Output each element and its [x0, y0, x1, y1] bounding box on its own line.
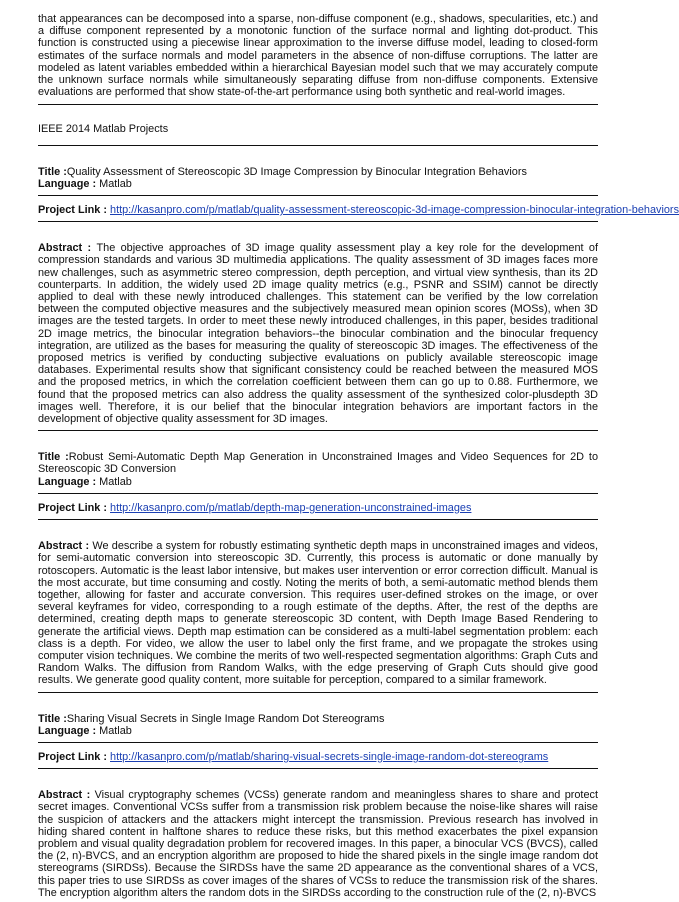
divider — [38, 145, 598, 146]
project-2-link-row: Project Link : http://kasanpro.com/p/matlab/depth-map-generation-unconstrained-images — [38, 501, 472, 514]
project-1-title: Title :Quality Assessment of Stereoscopic 3D Image Compression by Binocular Integration Behaviors — [38, 165, 527, 178]
document-content — [38, 13, 679, 899]
project-1-link[interactable]: http://kasanpro.com/p/matlab/quality-assessment-stereoscopic-3d-image-compression-binocular-integration-behaviors — [110, 204, 679, 217]
divider — [38, 692, 598, 693]
divider — [38, 493, 598, 494]
divider — [38, 430, 598, 431]
project-2-language: Language : Matlab — [38, 475, 132, 488]
project-3-abstract: Abstract : Visual cryptography schemes (VCSs) generate random and meaningless shares to share and protect secret images. Conventional VCSs suffer from a transmission risk problem because the noise-like shares will raise the suspicion of attackers and the attackers might intercept the transmission. Previous research has involved in hiding shared content in halftone shares to reduce these risks, but this method exacerbates the pixel expansion problem and visual quality degradation problem for recovered images. In this paper, a binocular VCS (BVCS), called the (2, n)-BVCS, and an encryption algorithm are proposed to hide the shared pixels in the single image random dot stereograms (SIRDSs). Because the SIRDSs have the same 2D appearance as the conventional shares of a VCS, this paper tries to use SIRDSs as cover images of the shares of VCSs to reduce the transmission risk of the shares. The encryption algorithm alters the random dots in the SIRDSs according to the construction rule of the (2, n)-BVCS — [38, 789, 598, 899]
project-3-title: Title :Sharing Visual Secrets in Single Image Random Dot Stereograms — [38, 712, 385, 725]
project-2-title: Title :Robust Semi-Automatic Depth Map Generation in Unconstrained Images and Video Sequences for 2D to Stereoscopic 3D Conversion — [38, 451, 599, 476]
divider — [38, 195, 598, 196]
project-1-link-row: Project Link : http://kasanpro.com/p/matlab/quality-assessment-stereoscopic-3d-image-compression-binocular-integration-behaviors — [38, 204, 679, 217]
project-3-link[interactable]: http://kasanpro.com/p/matlab/sharing-visual-secrets-single-image-random-dot-stereograms — [110, 750, 549, 763]
divider — [38, 742, 598, 743]
project-2-link[interactable]: http://kasanpro.com/p/matlab/depth-map-generation-unconstrained-images — [110, 501, 472, 514]
intro-abstract-text: that appearances can be decomposed into a sparse, non-diffuse component (e.g., shadows, specularities, etc.) and a diffuse component represented by a monotonic function of the surface normal and lighting dot-product. This function is constructed using a piecewise linear approximation to the inverse diffuse model, leading to closed-form estimates of the surface normals and model parameters in the absence of non-diffuse corruptions. The latter are modeled as latent variables embedded within a hierarchical Bayesian model such that we may accurately compute the unknown surface normals while simultaneously separating diffuse from non-diffuse components. Extensive evaluations are performed that show state-of-the-art performance using both synthetic and real-world images. — [38, 13, 598, 99]
project-1 — [38, 165, 679, 432]
divider — [38, 768, 598, 769]
project-2-abstract: Abstract : We describe a system for robustly estimating synthetic depth maps in unconstrained images and videos, for semi-automatic conversion into stereoscopic 3D. Currently, this process is automatic or done manually by rotoscopers. Automatic is the least labor intensive, but makes user intervention or error correction difficult. Manual is the most accurate, but time consuming and costly. Noting the merits of both, a semi-automatic method blends them together, allowing for faster and accurate conversion. This requires user-defined strokes on the image, or over several keyframes for video, corresponding to a rough estimate of the depths. After, the rest of the depths are determined, creating depth maps to generate stereoscopic 3D content, with Depth Image Based Rendering to generate the artificial views. Depth map estimation can be considered as a multi-label segmentation problem: each class is a depth. For video, we allow the user to label only the first frame, and we propagate the strokes using computer vision techniques. We combine the merits of two well-respected segmentation algorithms: Graph Cuts and Random Walks. The diffusion from Random Walks, with the edge preserving of Graph Cuts should give good results. We generate good quality content, more suitable for perception, compared to a similar framework. — [38, 540, 599, 687]
divider — [38, 519, 598, 520]
project-3-language: Language : Matlab — [38, 724, 132, 737]
project-2 — [38, 451, 598, 692]
project-1-abstract: Abstract : The objective approaches of 3D image quality assessment play a key role for the development of compression standards and various 3D multimedia applications. The quality assessment of 3D images faces more new challenges, such as asymmetric stereo compression, depth perception, and virtual view synthesis, than its 2D counterparts. In addition, the widely used 2D image quality metrics (e.g., PSNR and SSIM) cannot be directly applied to deal with these newly introduced challenges. This statement can be verified by the low correlation between the computed objective measures and the subjectively measured mean opinion scores (MOSs), when 3D images are the tested targets. In order to meet these newly introduced challenges, in this paper, besides traditional 2D image metrics, the binocular integration behaviors--the binocular combination and the binocular frequency integration, are utilized as the bases for measuring the quality of stereoscopic 3D images. The effectiveness of the proposed metrics is verified by conducting subjective evaluations on publicly available stereoscopic image databases. Experimental results show that significant consistency could be reached between the measured MOS and the proposed metrics, in which the correlation coefficient between them can go up to 0.88. Furthermore, we found that the proposed metrics can also address the quality assessment of the synthesized color-plusdepth 3D images well. Therefore, it is our belief that the binocular integration behaviors are important factors in the development of objective quality assessment for 3D images. — [38, 242, 598, 426]
divider — [38, 221, 598, 222]
project-1-language: Language : Matlab — [38, 177, 132, 190]
project-3-link-row: Project Link : http://kasanpro.com/p/matlab/sharing-visual-secrets-single-image-random-dot-stereograms — [38, 750, 549, 763]
divider — [38, 104, 598, 105]
section-heading: IEEE 2014 Matlab Projects — [38, 123, 169, 136]
project-3 — [38, 713, 598, 899]
